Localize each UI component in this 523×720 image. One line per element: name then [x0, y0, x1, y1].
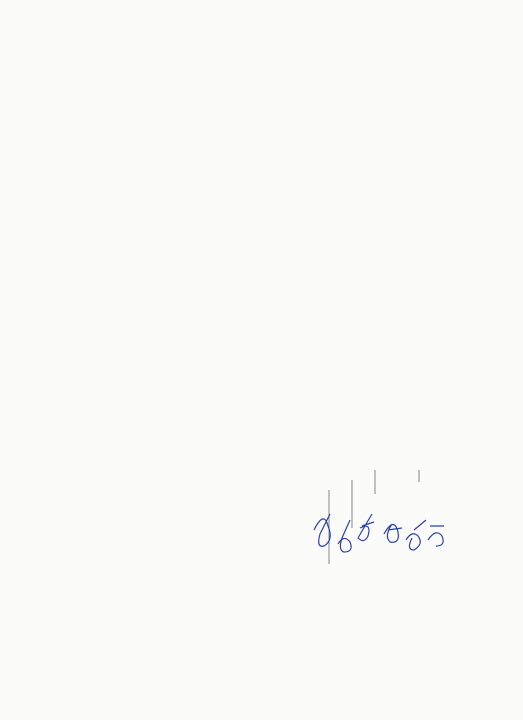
- signatures: [300, 470, 450, 600]
